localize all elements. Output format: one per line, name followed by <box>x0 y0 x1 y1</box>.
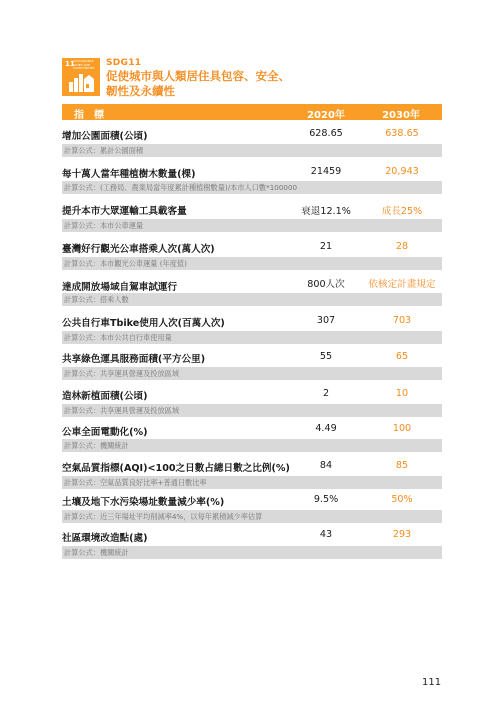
value-2030: 20,943 <box>385 166 419 177</box>
indicator-name: 臺灣好行觀光公車搭乘人次(萬人次) <box>62 244 215 255</box>
formula-bar: 計算公式：本市觀光公車運量 (年度值) <box>62 257 442 270</box>
value-2020: 628.65 <box>309 128 343 139</box>
value-2030: 50% <box>391 494 413 505</box>
value-2030: 65 <box>395 351 409 362</box>
formula-bar: 計算公式：本市公車運量 <box>62 219 442 232</box>
formula-bar: 計算公式：近三年場址平均削減率4%，以每年累積減少率估算 <box>62 510 442 523</box>
value-2020: 84 <box>319 460 333 471</box>
formula-bar: 計算公式：機關統計 <box>62 546 442 559</box>
sdg11-badge <box>62 58 100 96</box>
indicator-name: 造林新植面積(公頃) <box>62 391 148 402</box>
value-2030: 100 <box>392 423 412 434</box>
formula-bar: 計算公式：(工務局、農業局當年度累計種植樹數量)/本市人口數*100000 <box>62 181 442 194</box>
indicator-name: 土壤及地下水污染場址數量減少率(%) <box>62 497 225 508</box>
indicator-name: 公共自行車Tbike使用人次(百萬人次) <box>62 318 225 329</box>
sdg-badge-number: 11 <box>65 60 75 68</box>
value-2020: 800人次 <box>307 279 345 290</box>
value-2020: 4.49 <box>315 423 337 434</box>
indicator-name: 社區環境改造點(處) <box>62 533 148 544</box>
value-2020: 55 <box>319 351 333 362</box>
sdg-subtitle <box>106 69 406 98</box>
indicator-name: 公車全面電動化(%) <box>62 427 148 438</box>
value-2030: 638.65 <box>385 128 419 139</box>
indicator-name: 空氣品質指標(AQI)<100之日數占總日數之比例(%) <box>62 463 290 474</box>
value-2030: 293 <box>392 529 412 540</box>
formula-bar: 計算公式：本市公共自行車使用量 <box>62 331 442 344</box>
formula-bar: 計算公式：機關統計 <box>62 439 442 452</box>
value-2020: 21459 <box>310 166 342 177</box>
formula-bar: 計算公式：共享運具營運及投放區域 <box>62 367 442 380</box>
formula-bar: 計算公式：累計公園面積 <box>62 144 442 157</box>
sdg-subtitle-line-1: 促使城市與人類居住具包容、安全、 <box>106 69 290 83</box>
value-2030: 85 <box>395 460 409 471</box>
page-number: 111 <box>422 677 442 688</box>
value-2020: 21 <box>319 241 333 252</box>
indicator-name: 達成開放場域自駕車試運行 <box>62 282 178 293</box>
indicator-name: 提升本市大眾運輸工具載客量 <box>62 206 187 217</box>
header-indicator: 指 標 <box>74 110 104 121</box>
sdg-title: SDG11 <box>106 58 142 68</box>
value-2020: 43 <box>319 529 333 540</box>
value-2020: 307 <box>316 315 336 326</box>
value-2030: 703 <box>392 315 412 326</box>
indicator-name: 增加公園面積(公頃) <box>62 131 148 142</box>
city-buildings-icon <box>68 70 94 92</box>
indicator-name: 每十萬人當年種植樹木數量(棵) <box>62 169 196 180</box>
value-2020: 衰退12.1% <box>301 206 351 217</box>
formula-bar: 計算公式：空氣品質良好比率+普通日數比率 <box>62 476 442 489</box>
formula-bar: 計算公式：共享運具營運及投放區域 <box>62 404 442 417</box>
header-2030: 2030年 <box>382 110 420 121</box>
sdg-badge-text: SUSTAINABLE CITIES AND COMMUNITIES <box>73 59 95 71</box>
value-2020: 9.5% <box>313 494 339 505</box>
value-2030: 依核定計畫規定 <box>368 279 436 290</box>
value-2030: 成長25% <box>381 206 423 217</box>
header-2020: 2020年 <box>307 110 345 121</box>
value-2030: 28 <box>395 241 409 252</box>
indicator-name: 共享綠色運具服務面積(平方公里) <box>62 354 206 365</box>
table-header <box>62 104 442 120</box>
sdg-header <box>62 58 442 100</box>
formula-bar: 計算公式：搭乘人數 <box>62 293 442 306</box>
sdg-subtitle-line-2: 韌性及永續性 <box>106 83 175 98</box>
value-2030: 10 <box>395 388 409 399</box>
value-2020: 2 <box>322 388 330 399</box>
